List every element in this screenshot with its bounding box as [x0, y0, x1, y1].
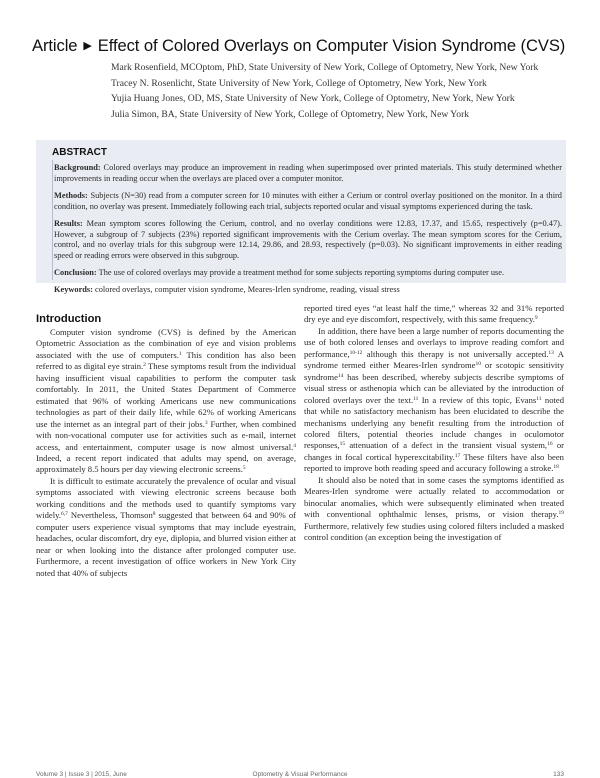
article-kind: Article [32, 36, 78, 55]
abstract-conclusion [54, 268, 562, 279]
author-line: Julia Simon, BA, State University of New York, College of Optometry, New York, New York [111, 108, 470, 120]
intro-paragraph: reported tired eyes “at least half the time,” whereas 32 and 31% reported dry eye and eye discomfort, respectively, with this same frequency.$^9$ [304, 303, 564, 325]
abstract-results [54, 219, 562, 263]
triangle-arrow-icon: ▶ [83, 40, 92, 52]
abstract-results-text: Mean symptom scores following the Cerium, control, and no overlay conditions were 12.83, 17.37, and 15.65, respectively (p=0.47). However, a subgroup of 7 subjects (23%) reported significant improvements with the Cerium overlay. The mean symptom scores for the Cerium, control, and no overlay trials for this subgroup were 12.14, 29.86, and 28.93, respectively (p=0.03). No significant improvements in either reading speed or reading errors were observed in this subgroup. [54, 218, 562, 261]
intro-right-column [304, 303, 564, 544]
intro-paragraph: In addition, there have been a large number of reports documenting the use of both colored lenses and overlays to improve reading comfort and performance,$^{10-12}$ although this therapy is not universally accepted.$^{13}$ A syndrome termed either Meares-Irlen syndrome$^{10}$ or scotopic sensitivity syndrome$^{14}$ has been described, whereby subjects describe symptoms of visual stress or asthenopia which can be alleviated by the introduction of colored overlays over the text.$^{11}$ In a review of this topic, Evans$^{11}$ noted that while no satisfactory mechanism has been elucidated to describe the mechanisms underlying any benefit resulting from the introduction of colored filters, potential theories include changes in oculomotor responses,$^{15}$ attenuation of a defect in the transient visual system,$^{16}$ or changes in focal cortical hyperexcitability.$^{17}$ These filters have also been reported to improve both reading speed and accuracy following a stroke.$^{18}$ [304, 325, 564, 474]
abstract-methods-label: Methods: [54, 190, 88, 200]
article-title: Effect of Colored Overlays on Computer Vision Syndrome (CVS) [97, 36, 566, 55]
abstract-body [54, 163, 562, 302]
intro-left-column [36, 327, 296, 579]
abstract-methods-text: Subjects (N=30) read from a computer screen for 10 minutes with either a Cerium or control overlay positioned on the monitor. In a third condition, no overlay was present. Immediately following each trial, subjects reported ocular and visual symptoms experienced during the task. [54, 190, 562, 211]
intro-paragraph: Computer vision syndrome (CVS) is defined by the American Optometric Association as the combination of eye and vision problems associated with the use of computers.$^1$ This condition has also been referred to as digital eye strain.$^2$ These symptoms result from the individual having insufficient visual capabilities to perform the computer task comfortably. In 2011, the United States Department of Commerce estimated that 96% of working Americans use new communications technologies as part of their daily life, while 62% of working Americans use the internet as an integral part of their jobs.$^3$ Further, when combined with non-vocational computer use for activities such as e-mail, internet access, and entertainment, computer usage is now almost universal.$^4$ Indeed, a recent report indicated that adults may spend, on average, approximately 8.5 hours per day viewing electronic screens.$^5$ [36, 327, 296, 475]
footer-journal: Optometry & Visual Performance [252, 771, 348, 778]
abstract-conclusion-label: Conclusion: [54, 268, 97, 278]
abstract-keywords-text: colored overlays, computer vision syndrome, Meares-Irlen syndrome, reading, visual stress [95, 285, 400, 295]
abstract-background [54, 163, 562, 185]
article-header [32, 36, 577, 58]
abstract-divider [52, 160, 53, 280]
abstract-conclusion-text: The use of colored overlays may provide a treatment method for some subjects reporting symptoms during computer use. [98, 268, 505, 278]
abstract-methods [54, 191, 562, 213]
author-line: Tracey N. Rosenlicht, State University of New York, College of Optometry, New York, New York [111, 77, 487, 89]
intro-heading: Introduction [36, 313, 102, 325]
abstract-heading: ABSTRACT [52, 147, 107, 158]
footer-issue: Volume 3 | Issue 3 | 2015, June [36, 771, 127, 778]
abstract-results-label: Results: [54, 218, 83, 228]
intro-paragraph: It is difficult to estimate accurately the prevalence of ocular and visual symptoms associated with viewing electronic screens because both working conditions and the methods used to quantify symptoms vary widely.$^{6,7}$ Nevertheless, Thomson$^8$ suggested that between 64 and 90% of computer users experience visual symptoms that may include eyestrain, headaches, ocular discomfort, dry eye, diplopia, and blurred vision either at near or when looking into the distance after prolonged computer use. Furthermore, a recent investigation of office workers in New York City noted that 40% of subjects [36, 475, 296, 578]
author-line: Mark Rosenfield, MCOptom, PhD, State University of New York, College of Optometry, New York, New York [111, 62, 539, 73]
intro-paragraph: It should also be noted that in some cases the symptoms identified as Meares-Irlen syndrome were actually related to accommodation or binocular anomalies, which were subsequently eliminated when treated with conventional ophthalmic lenses, prisms, or vision therapy.$^{19}$ Furthermore, relatively few studies using colored filters included a masked control condition (an exception being the investigation of [304, 474, 564, 543]
page-number: 133 [553, 771, 564, 778]
author-line: Yujia Huang Jones, OD, MS, State University of New York, College of Optometry, New York, New York [111, 93, 515, 104]
abstract-keywords-label: Keywords: [54, 285, 93, 295]
abstract-background-label: Background: [54, 163, 101, 172]
abstract-background-text: Colored overlays may produce an improvement in reading when superimposed over printed materials. This study determined whether improvements in reading occur when the overlays are placed over a computer monitor. [54, 163, 562, 183]
abstract-keywords [54, 285, 562, 296]
author-list [111, 60, 581, 122]
